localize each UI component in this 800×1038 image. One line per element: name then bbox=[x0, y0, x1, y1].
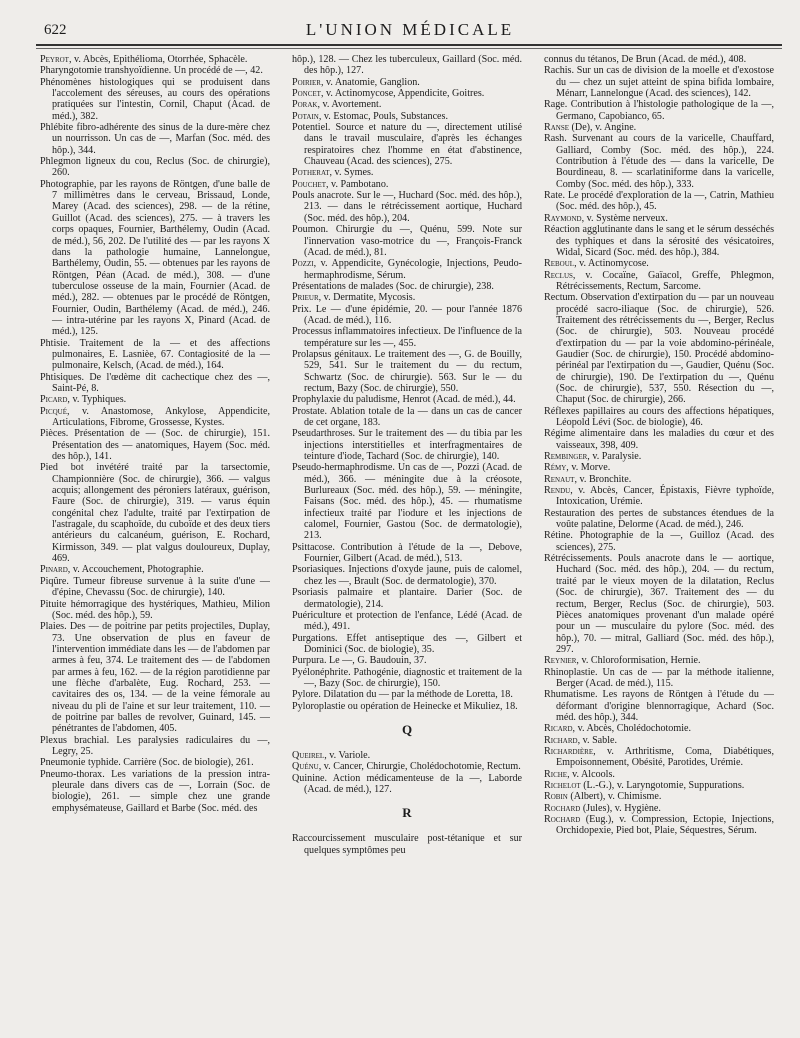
entry-text: (L.-G.), v. Laryngotomie, Suppurations. bbox=[580, 780, 745, 791]
index-entry bbox=[544, 133, 774, 190]
entry-text: Rétine. Photographie de la —, Guilloz (Acad. des sciences), 275. bbox=[544, 530, 774, 553]
entry-text: Psoriasiques. Injections d'oxyde jaune, puis de calomel, chez les —, Brault (Soc. de dermatologie), 370. bbox=[292, 564, 522, 587]
entry-author: Potain bbox=[292, 110, 319, 122]
index-entry bbox=[292, 564, 522, 587]
index-entry bbox=[40, 406, 270, 429]
index-entry bbox=[292, 394, 522, 405]
entry-text: Pseudo-hermaphrodisme. Un cas de —, Pozzi (Acad. de méd.), 366. — méningite due à la créosote, Burlureaux (Soc. méd. des hôp.), 59. — méningite, Faisans (Soc. méd. des hôp.), 45. — rhumatisme infectieux traité par l'iodure et les injections de calomel, Fournier, Gastou (Soc. de dermatologie), 213. bbox=[292, 462, 522, 542]
index-entry bbox=[40, 394, 270, 405]
header-rule-thin bbox=[36, 48, 782, 49]
entry-author: Pouchet bbox=[292, 178, 326, 190]
entry-text: , v. Chloroformisation, Hernie. bbox=[576, 655, 701, 667]
entry-text: Quinine. Action médicamenteuse de la —, Laborde (Acad. de méd.), 127. bbox=[292, 772, 522, 795]
index-entry bbox=[40, 122, 270, 156]
entry-text: Rachis. Sur un cas de division de la moelle et d'exostose du — chez un sujet atteint de spina bifida lombaire, Ménarr, Lannelongue (Acad. des sciences), 142. bbox=[544, 65, 774, 100]
entry-text: , v. Avortement. bbox=[317, 99, 382, 111]
index-entry bbox=[544, 213, 774, 224]
index-entry bbox=[544, 224, 774, 258]
entry-text: Potentiel. Source et nature du —, directement utilisé dans le travail musculaire, d'après les échanges respiratoires chez l'homme en état d'abstinence, Chauveau (Acad. des sciences), 275. bbox=[292, 122, 522, 168]
entry-author: Pinard bbox=[40, 564, 68, 576]
entry-text: Réflexes papillaires au cours des affections hépatiques, Léopold Lévi (Soc. de biologie), 46. bbox=[544, 405, 774, 428]
index-entry bbox=[292, 667, 522, 690]
index-entry bbox=[292, 587, 522, 610]
entry-text: Rate. Le procédé d'exploration de la —, Catrin, Mathieu (Soc. méd. des hôp.), 45. bbox=[544, 190, 774, 213]
index-entry bbox=[544, 780, 774, 791]
entry-text: Pouls anacrote. Sur le —, Huchard (Soc. méd. des hôp.), 213. — dans le rétrécissement aortique, Huchard (Soc. méd. des hôp.), 204. bbox=[292, 190, 522, 224]
entry-author: Prieur bbox=[292, 292, 319, 304]
entry-text: , v. Morve. bbox=[566, 462, 611, 474]
index-entry bbox=[544, 791, 774, 802]
index-column-2 bbox=[292, 54, 522, 1030]
index-columns bbox=[40, 54, 784, 1030]
index-entry bbox=[292, 99, 522, 110]
entry-author: Richelot bbox=[544, 780, 581, 791]
index-entry bbox=[544, 814, 774, 837]
index-entry bbox=[292, 292, 522, 303]
index-entry bbox=[292, 349, 522, 394]
index-entry bbox=[292, 428, 522, 462]
index-entry bbox=[292, 224, 522, 258]
entry-text: , v. Anastomose, Ankylose, Appendicite, Articulations, Fibrome, Grossesse, Kystes. bbox=[52, 405, 270, 428]
entry-text: Rétrécissements. Pouls anacrote dans le — aortique, Huchard (Soc. méd. des hôp.), 204. — du rectum, traité par le vieux moyen de la dilatation, Reclus (Soc. de chirurgie), 367. Traitement des — du rectum, Berger, Reclus (Soc. de chirurgie), 503. Pièces anatomiques provenant d'un malade opéré pour un — musculaire du pylore (Soc. méd. des hôp.), 70. — mitral, Galliard (Soc. méd. des hôp.), 297. bbox=[544, 553, 774, 655]
entry-author: Renaut bbox=[544, 473, 575, 485]
index-entry bbox=[40, 462, 270, 564]
entry-text: , v. Appendicite, Gynécologie, Injections, Peudo-hermaphrodisme, Sérum. bbox=[304, 258, 522, 281]
entry-text: , v. Système nerveux. bbox=[581, 212, 668, 224]
entry-author: Ranse bbox=[544, 122, 570, 134]
entry-text: (Albert), v. Chimisme. bbox=[567, 791, 662, 803]
entry-author: Ricard bbox=[544, 723, 573, 735]
entry-text: Plaies. Des — de poitrine par petits projectiles, Duplay, 73. Une observation de plus en faveur de l'intervention immédiate dans les — de l'abdomen par armes à feu, 374. Le traitement des — de l'abdomen par armes à feu, 162. — de la région parotidienne par une flèche d'arbalète, Eug. Rochard, 253. — cavitaires des os, 134. — de la veine fémorale au niveau du pli de l'aine et sur leur traitement, 110. — de poitrine par balles de revolver, Guinard, 145. — pénétrantes de l'abdomen, 405. bbox=[40, 621, 270, 735]
entry-text: Piqûre. Tumeur fibreuse survenue à la suite d'une — d'épine, Chevassu (Soc. de chirurgie), 140. bbox=[40, 575, 270, 599]
running-title: L'UNION MÉDICALE bbox=[305, 20, 515, 39]
index-entry bbox=[40, 54, 270, 65]
index-entry bbox=[40, 77, 270, 122]
index-entry bbox=[292, 88, 522, 99]
entry-text: Prostate. Ablation totale de la — dans un cas de cancer de cet organe, 183. bbox=[292, 405, 522, 428]
entry-author: Richard bbox=[544, 734, 578, 746]
index-entry bbox=[292, 54, 522, 77]
entry-author: Picard bbox=[40, 394, 68, 406]
index-entry bbox=[40, 735, 270, 758]
index-entry bbox=[292, 326, 522, 349]
entry-text: Rhumatisme. Les rayons de Röntgen à l'étude du — déformant d'origine blennorragique, Achard (Soc. méd. des hôp.), 344. bbox=[544, 689, 774, 723]
index-entry bbox=[292, 773, 522, 796]
index-entry bbox=[40, 769, 270, 814]
entry-author: Poncet bbox=[292, 88, 321, 100]
index-entry bbox=[40, 576, 270, 599]
entry-author: Poirier bbox=[292, 76, 321, 88]
index-entry bbox=[40, 179, 270, 338]
entry-author: Rembinger bbox=[544, 451, 588, 463]
entry-text: Purpura. Le —, G. Baudouin, 37. bbox=[292, 655, 427, 667]
index-entry bbox=[544, 530, 774, 553]
index-entry bbox=[292, 761, 522, 772]
entry-text: , v. Sable. bbox=[577, 734, 618, 746]
entry-text: Prolapsus génitaux. Le traitement des —, G. de Bouilly, 529, 541. Sur le traitement du — du rectum, Schwartz (Soc. de chirurgie). 563. Sur le — du rectum, Bazy (Soc. de chirurgie), 550. bbox=[292, 348, 522, 394]
index-entry bbox=[292, 111, 522, 122]
entry-text: Pseudarthroses. Sur le traitement des — du tibia par les injections interstitielles et interfragmentaires de teinture d'iode, Tachard (Soc. de chirurgie), 140. bbox=[292, 428, 522, 463]
entry-text: Pyloroplastie ou opération de Heinecke et Mikuliez, 18. bbox=[292, 700, 518, 712]
index-entry bbox=[292, 122, 522, 167]
index-entry bbox=[544, 428, 774, 451]
index-entry bbox=[544, 508, 774, 531]
entry-text: , v. Cancer, Chirurgie, Cholédochotomie, Rectum. bbox=[318, 761, 521, 773]
index-column-3 bbox=[544, 54, 774, 1030]
index-entry bbox=[40, 372, 270, 395]
index-entry bbox=[292, 179, 522, 190]
entry-text: Pneumo-thorax. Les variations de la pression intra-pleurale dans divers cas de —, Lorrain (Soc. de biologie), 261. — simple chez une grande emphysémateuse, Gaillard et Barbe (Soc. méd. des bbox=[40, 768, 270, 814]
entry-author: Riche bbox=[544, 768, 568, 780]
entry-text: Phtisie. Traitement de la — et des affections pulmonaires, E. Lasnièe, 67. Contagiosité de la — pulmonaire, Kelsch, (Acad. de méd.), 164. bbox=[40, 337, 270, 372]
entry-text: Phlegmon ligneux du cou, Reclus (Soc. de chirurgie), 260. bbox=[40, 156, 270, 179]
entry-text: , v. Abcès, Cholédochotomie. bbox=[572, 723, 692, 735]
entry-text: , v. Arthritisme, Coma, Diabétiques, Empoisonnement, Obésité, Parotides, Urémie. bbox=[556, 745, 774, 769]
entry-author: Porak bbox=[292, 99, 318, 111]
index-entry bbox=[292, 304, 522, 327]
entry-text: , v. Symes. bbox=[329, 167, 374, 179]
index-entry bbox=[292, 701, 522, 712]
index-entry bbox=[544, 769, 774, 780]
index-entry bbox=[40, 428, 270, 462]
entry-text: connus du tétanos, De Brun (Acad. de méd.), 408. bbox=[544, 54, 747, 65]
index-entry bbox=[292, 258, 522, 281]
index-entry bbox=[544, 451, 774, 462]
index-entry bbox=[292, 77, 522, 88]
index-entry bbox=[292, 655, 522, 666]
index-entry bbox=[544, 667, 774, 690]
entry-text: Pied bot invétéré traité par la tarsectomie, Championnière (Soc. de chirurgie), 366. — valgus acquis; allongement des péroniers latéraux, guérison, Faure (Soc. de chirurgie), 319. — varus équin congénital chez l'adulte, traité par l'extirpation de l'astragale, du scaphoïde, du cuboïde et des deux tiers antérieurs du calcanéum, guérison, E. Rochard, Kirmisson, 349. — plat valgus douloureux, Duplay, 469. bbox=[40, 462, 270, 565]
entry-author: Peyrot bbox=[40, 54, 69, 65]
index-entry bbox=[544, 99, 774, 122]
entry-text: Prix. Le — d'une épidémie, 20. — pour l'année 1876 (Acad. de méd.), 116. bbox=[292, 303, 522, 326]
entry-text: Psoriasis palmaire et plantaire. Darier (Soc. de dermatologie), 214. bbox=[292, 587, 522, 610]
entry-author: Potherat bbox=[292, 167, 330, 179]
index-entry bbox=[544, 270, 774, 293]
entry-text: , v. Abcès, Cancer, Épistaxis, Fièvre typhoïde, Intoxication, Urémie. bbox=[556, 485, 774, 508]
entry-text: Pylore. Dilatation du — par la méthode de Loretta, 18. bbox=[292, 689, 513, 701]
page-number: 622 bbox=[44, 22, 67, 38]
entry-text: , v. Dermatite, Mycosis. bbox=[318, 292, 416, 304]
entry-text: Puériculture et protection de l'enfance, Lédé (Acad. de méd.), 491. bbox=[292, 609, 522, 633]
entry-author: Quénu bbox=[292, 761, 319, 773]
index-entry bbox=[292, 542, 522, 565]
index-entry bbox=[292, 406, 522, 429]
entry-text: , v. Alcools. bbox=[567, 768, 615, 780]
index-entry bbox=[292, 633, 522, 656]
section-letter: R bbox=[402, 805, 412, 821]
index-entry bbox=[40, 599, 270, 622]
header-rule bbox=[36, 44, 782, 46]
entry-text: Restauration des pertes de substances étendues de la voûte palatine, Delorme (Acad. de méd.), 246. bbox=[544, 507, 774, 531]
index-entry bbox=[544, 655, 774, 666]
index-entry bbox=[292, 167, 522, 178]
entry-author: Reclus bbox=[544, 269, 573, 281]
entry-author: Pozzi bbox=[292, 258, 314, 270]
entry-author: Queirel bbox=[292, 749, 325, 761]
entry-text: Prophylaxie du paludisme, Henrot (Acad. de méd.), 44. bbox=[292, 394, 516, 406]
entry-text: Réaction agglutinante dans le sang et le sérum desséchés des typhiques et dans la sérosité des vésicatoires, Widal, Sicard (Soc. méd. des hôp.), 384. bbox=[544, 224, 774, 258]
entry-author: Picqué bbox=[40, 405, 67, 417]
entry-author: Rochard bbox=[544, 814, 581, 826]
index-entry bbox=[544, 553, 774, 655]
index-entry bbox=[544, 723, 774, 734]
entry-text: , v. Actinomycose. bbox=[574, 258, 649, 270]
index-entry bbox=[544, 258, 774, 269]
section-letter: Q bbox=[401, 721, 413, 737]
entry-author: Richardière bbox=[544, 745, 594, 757]
entry-text: , v. Pambotano. bbox=[326, 178, 389, 190]
index-entry bbox=[544, 292, 774, 405]
index-entry bbox=[40, 65, 270, 76]
entry-text: Poumon. Chirurgie du —, Quénu, 599. Note sur l'innervation vaso-motrice du —, François-Franck (Acad. de méd.), 81. bbox=[292, 224, 522, 258]
index-entry bbox=[544, 689, 774, 723]
index-entry bbox=[40, 621, 270, 734]
index-entry bbox=[544, 735, 774, 746]
entry-text: , v. Bronchite. bbox=[574, 473, 632, 485]
entry-text: Rectum. Observation d'extirpation du — par un nouveau procédé sacro-iliaque (Soc. de chirurgie), 526. Traitement des rétrécissements du —, Berger, Reclus (Soc. de chirurgie), 503. Nouveau procédé d'extirpation du — par la voie abdomino-périnéale, Gaudier (Soc. de chirurgie), 150. Procédé abdomino-périnéal par l'extirpation du —, Gaudier, Quénu (Soc. de chirurgie), 190. De l'extirpation du —, Quénu (Soc. de chirurgie), 537, 550. Résection du —, Chaput (Soc. de chirurgie), 266. bbox=[544, 292, 774, 406]
page-header bbox=[40, 20, 780, 44]
entry-text: Présentations de malades (Soc. de chirurgie), 238. bbox=[292, 280, 494, 292]
entry-text: Processus inflammatoires infectieux. De l'influence de la température sur les —, 455. bbox=[292, 326, 522, 349]
entry-text: , v. Abcès, Epithélioma, Otorrhée, Sphacèle. bbox=[68, 54, 248, 65]
entry-text: Plexus brachial. Les paralysies radiculaires du —, Legry, 25. bbox=[40, 734, 270, 757]
index-entry bbox=[292, 281, 522, 292]
index-entry bbox=[292, 833, 522, 856]
entry-text: Rash. Survenant au cours de la varicelle, Chauffard, Galliard, Comby (Soc. méd. des hôp.), 224. Contribution à l'étude des — dans la varicelle, De Bourdineau, 8. — scarlatiniforme dans la varicelle, Comby (Soc. méd. des hôp.), 333. bbox=[544, 133, 774, 190]
entry-text: Phlébite fibro-adhérente des sinus de la dure-mère chez un nourrisson. Un cas de —, Marfan (Soc. méd. des hôp.), 344. bbox=[40, 122, 270, 156]
index-entry bbox=[544, 54, 774, 65]
entry-text: Rhinoplastie. Un cas de — par la méthode italienne, Berger (Acad. de méd.), 115. bbox=[544, 666, 774, 689]
index-column-1 bbox=[40, 54, 270, 1030]
index-entry bbox=[544, 122, 774, 133]
entry-text: Pneumonie typhide. Carrière (Soc. de biologie), 261. bbox=[40, 757, 254, 769]
index-entry bbox=[544, 406, 774, 429]
entry-text: (Jules), v. Hygiène. bbox=[580, 802, 661, 814]
entry-author: Reynier bbox=[544, 655, 577, 667]
entry-text: Pièces. Présentation de — (Soc. de chirurgie), 151. Présentation des — anatomiques, Hayem (Soc. méd. des hôp.), 141. bbox=[40, 428, 270, 463]
entry-text: Pharyngotomie transhyoïdienne. Un procédé de —, 42. bbox=[40, 65, 263, 77]
index-entry bbox=[544, 65, 774, 99]
index-entry bbox=[292, 750, 522, 761]
entry-author: Rendu bbox=[544, 485, 571, 497]
entry-text: , v. Paralysie. bbox=[587, 451, 642, 463]
entry-text: Psittacose. Contribution à l'étude de la —, Debove, Fournier, Gilbert (Acad. de méd.), 513. bbox=[292, 541, 522, 565]
entry-text: Phtisiques. De l'œdème dit cachectique chez des —, Saint-Pé, 8. bbox=[40, 371, 270, 394]
index-entry bbox=[544, 746, 774, 769]
index-entry bbox=[544, 462, 774, 473]
entry-author: Raymond bbox=[544, 212, 582, 224]
entry-text: Raccourcissement musculaire post-tétanique et sur quelques symptômes peu bbox=[292, 833, 522, 856]
index-entry bbox=[292, 462, 522, 541]
index-entry bbox=[544, 474, 774, 485]
index-entry bbox=[292, 689, 522, 700]
index-entry bbox=[40, 757, 270, 768]
index-entry bbox=[544, 190, 774, 213]
entry-text: hôp.), 128. — Chez les tuberculeux, Gaillard (Soc. méd. des hôp.), 127. bbox=[292, 54, 522, 77]
entry-author: Reboul bbox=[544, 258, 575, 270]
entry-text: , v. Estomac, Pouls, Substances. bbox=[318, 110, 448, 122]
entry-text: (Eug.), v. Compression, Ectopie, Injections, Orchidopexie, Pied bot, Plaie, Séquestres, Sérum. bbox=[556, 814, 774, 837]
entry-text: Régime alimentaire dans les maladies du cœur et des vaisseaux, 398, 409. bbox=[544, 428, 774, 451]
entry-text: , v. Variole. bbox=[324, 749, 371, 761]
entry-text: Rage. Contribution à l'histologie pathologique de la —, Germano, Capobianco, 65. bbox=[544, 99, 774, 122]
entry-text: , v. Cocaïne, Gaïacol, Greffe, Phlegmon, Rétrécissements, Rectum, Sarcome. bbox=[556, 269, 774, 292]
entry-text: , v. Accouchement, Photographie. bbox=[67, 564, 204, 576]
entry-text: , v. Typhiques. bbox=[67, 394, 127, 406]
entry-text: Phénomènes histologiques qui se produisent dans l'accolement des séreuses, au cours des opérations pratiquées sur l'intestin, Cornil, Chaput (Acad. de méd.), 382. bbox=[40, 76, 270, 122]
entry-author: Rémy bbox=[544, 462, 567, 474]
entry-text: Purgations. Effet antiseptique des —, Gilbert et Dominici (Soc. de biologie), 35. bbox=[292, 632, 522, 655]
entry-text: Pituite hémorragique des hystériques, Mathieu, Milion (Soc. méd. des hôp.), 59. bbox=[40, 598, 270, 621]
index-entry bbox=[544, 803, 774, 814]
entry-text: , v. Actinomycose, Appendicite, Goitres. bbox=[320, 88, 485, 100]
index-entry bbox=[292, 610, 522, 633]
index-entry bbox=[40, 564, 270, 575]
entry-text: Pyélonéphrite. Pathogénie, diagnostic et traitement de la —, Bazy (Soc. de chirurgie), 150. bbox=[292, 666, 522, 689]
entry-author: Rochard bbox=[544, 802, 581, 814]
entry-text: , v. Anatomie, Ganglion. bbox=[320, 76, 420, 88]
index-entry bbox=[40, 338, 270, 372]
index-entry bbox=[292, 190, 522, 224]
entry-author: Robin bbox=[544, 791, 568, 803]
entry-text: (De), v. Angine. bbox=[569, 122, 637, 134]
index-entry bbox=[544, 485, 774, 508]
entry-text: Photographie, par les rayons de Röntgen, d'une balle de 7 millimètres dans le cerveau, Brissaud, Londe, Marey (Acad. des sciences), 298. — de la rétine, Guillot (Acad. des sciences), 275. — à travers les corps opaques, Fournier, Barthélemy, Oudin (Acad. de méd.), 56, 202. De l'utilité des — par les rayons X dans la pathologie humaine, Lannelongue, Barthélemy, Oudin, 55. — obtenues par les rayons de Röntgen, Péan (Acad. de méd.), 308. — d'une tuberculose osseuse de la main, Fournier (Acad. de méd.), 282. — obtenues par le procédé de Röntgen, Fournier, Oudin, Barthélemy (Acad. de méd.), 246. — intra-utérine par les rayons X, Pinard (Acad. de méd.), 125. bbox=[40, 178, 270, 338]
index-entry bbox=[40, 156, 270, 179]
